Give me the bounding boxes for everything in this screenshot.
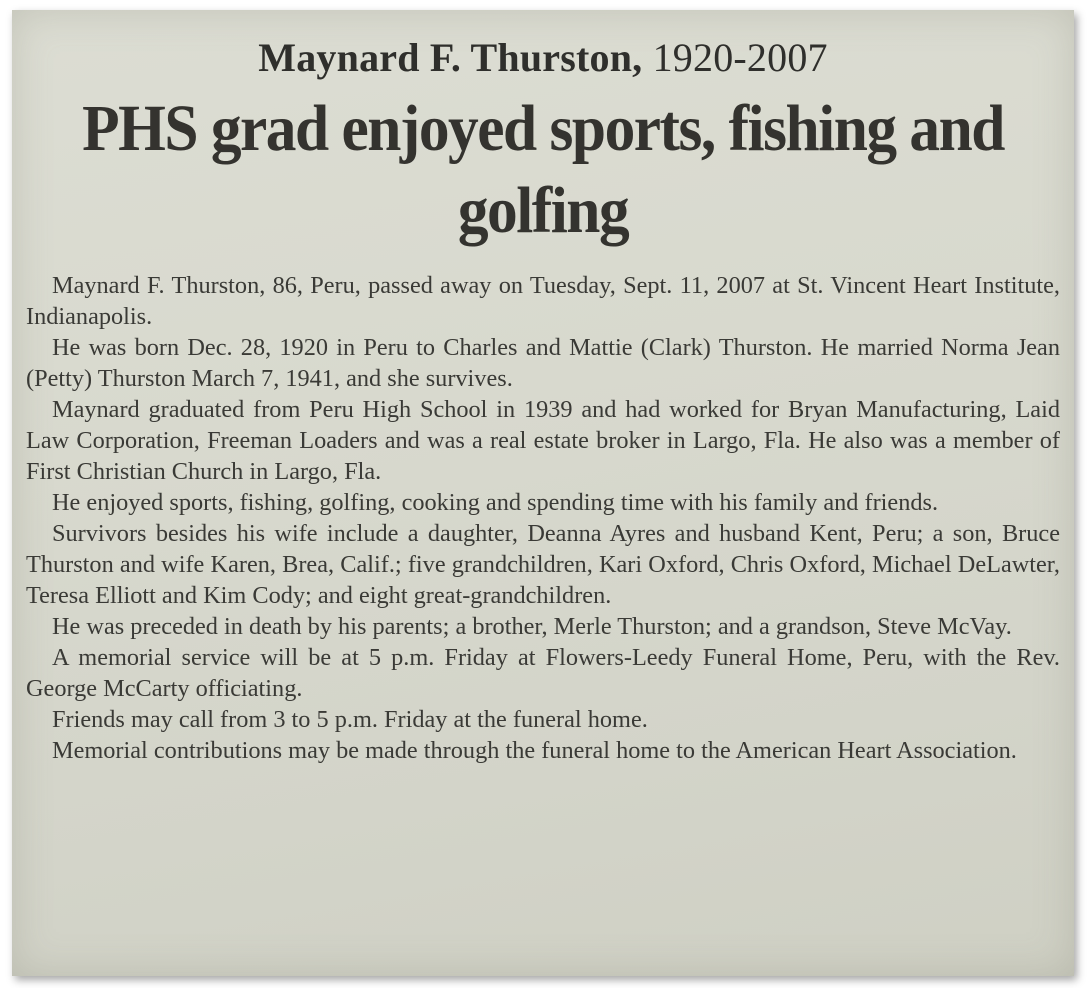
life-years: 1920-2007 [652, 35, 828, 80]
obituary-name-line [12, 34, 1074, 81]
newspaper-clipping [12, 10, 1074, 976]
paragraph-visitation: Friends may call from 3 to 5 p.m. Friday at the funeral home. [52, 706, 648, 733]
obituary-body [26, 270, 1060, 766]
paragraph-contributions: Memorial contributions may be made through the funeral home to the American Heart Association. [52, 737, 1017, 764]
headline: PHS grad enjoyed sports, fishing and golfing [82, 92, 1004, 247]
paragraph-survivors: Survivors besides his wife include a daughter, Deanna Ayres and husband Kent, Peru; a son, Bruce Thurston and wife Karen, Brea, Calif.; five grandchildren, Kari Oxford, Chris Oxford, Michael DeLawter, Teresa Elliott and Kim Cody; and eight great-grandchildren. [26, 520, 1060, 609]
paragraph-hobbies: He enjoyed sports, fishing, golfing, cooking and spending time with his family and friends. [52, 489, 939, 516]
paragraph-death-notice: Maynard F. Thurston, 86, Peru, passed away on Tuesday, Sept. 11, 2007 at St. Vincent Heart Institute, Indianapolis. [26, 272, 1060, 330]
paragraph-career: Maynard graduated from Peru High School in 1939 and had worked for Bryan Manufacturing, Laid Law Corporation, Freeman Loaders and was a real estate broker in Largo, Fla. He also was a member of First Christian Church in Largo, Fla. [26, 396, 1060, 485]
paragraph-service: A memorial service will be at 5 p.m. Friday at Flowers-Leedy Funeral Home, Peru, with the Rev. George McCarty officiating. [26, 644, 1060, 702]
paragraph-preceded: He was preceded in death by his parents; a brother, Merle Thurston; and a grandson, Steve McVay. [52, 613, 1012, 640]
deceased-name: Maynard F. Thurston, [258, 35, 643, 80]
paragraph-birth-marriage: He was born Dec. 28, 1920 in Peru to Charles and Mattie (Clark) Thurston. He married Norma Jean (Petty) Thurston March 7, 1941, and she survives. [26, 334, 1060, 392]
